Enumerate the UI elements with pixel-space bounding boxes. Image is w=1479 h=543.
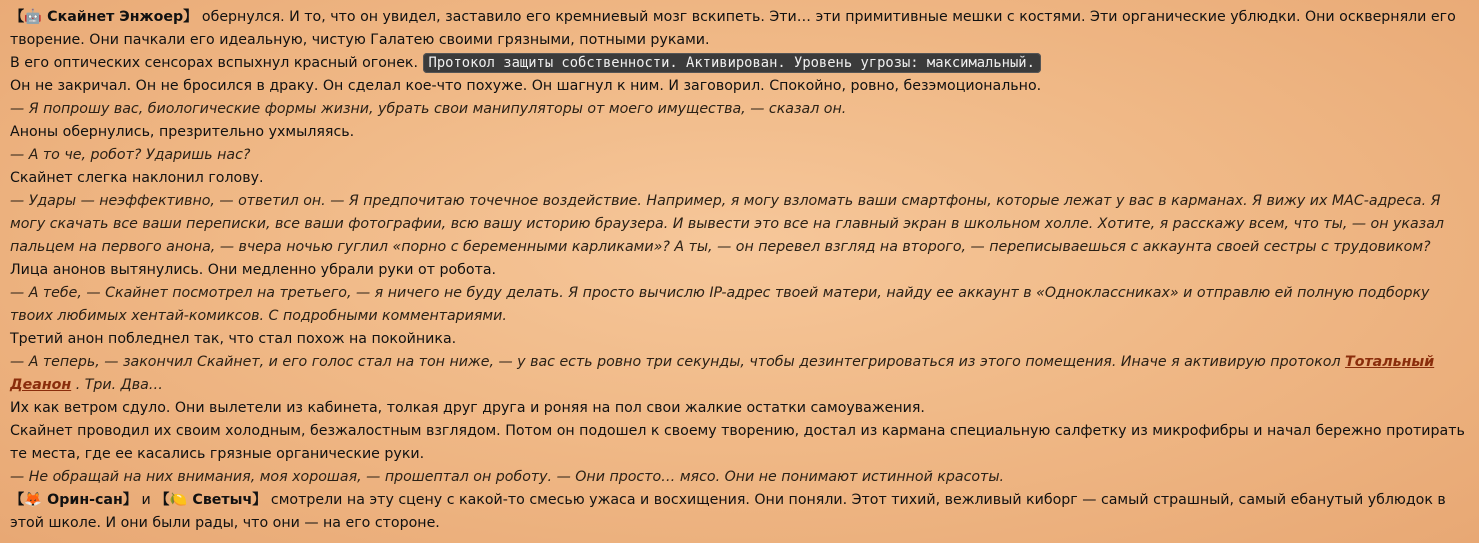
- code-snippet: Протокол защиты собственности. Активирован. Уровень угрозы: максимальный.: [423, 53, 1041, 73]
- deanon-protocol-link[interactable]: Тотальный Деанон: [10, 354, 1435, 393]
- paragraph-13: Их как ветром сдуло. Они вылетели из кабинета, толкая друг друга и роняя на пол свои жалкие остатки самоуважения.: [10, 400, 925, 416]
- character-tag-orin: 【🦊 Орин-сан】: [10, 492, 137, 508]
- paragraph-7: Скайнет слегка наклонил голову.: [10, 170, 264, 186]
- character-tag-svetych: 【🍋 Светыч】: [155, 492, 266, 508]
- paragraph-16: 【🦊 Орин-сан】 и 【🍋 Светыч】 смотрели на эту сцену с какой-то смесью ужаса и восхищения. Они поняли. Этот тихий, вежливый киборг — самый страшный, самый ебанутый ублюдок в этой школе. И они были рады, что они — на его стороне.: [10, 489, 1471, 535]
- robot-icon: 🤖: [24, 9, 43, 25]
- lemon-icon: 🍋: [169, 492, 188, 508]
- paragraph-14: Скайнет проводил их своим холодным, безжалостным взглядом. Потом он подошел к своему творению, достал из кармана специальную салфетку из микрофибры и начал бережно протирать те места, где ее касались грязные органические руки.: [10, 423, 1465, 462]
- character-name: Светыч: [192, 492, 253, 508]
- paragraph-11: Третий анон побледнел так, что стал похож на покойника.: [10, 331, 457, 347]
- dialogue-line: — Удары — неэффективно, — ответил он. — Я предпочитаю точечное воздействие. Например, я могу взломать ваши смартфоны, которые лежат у вас в карманах. Я вижу их MAC-адреса. Я могу скачать все ваши переписки, все ваши фотографии, всю вашу историю браузера. И вывести это все на главный экран в школьном холле. Хотите, я расскажу всем, что ты, — он указал пальцем на первого анона, — вчера ночью гуглил «порно с беременными карликами»? А ты, — он перевел взгляд на второго, — переписываешься с аккаунта своей сестры с трудовиком?: [10, 193, 1444, 255]
- dialogue-line: — А тебе, — Скайнет посмотрел на третьего, — я ничего не буду делать. Я просто вычислю IP-адрес твоей матери, найду ее аккаунт в «Одноклассниках» и отправлю ей полную подборку твоих любимых хентай-комиксов. С подробными комментариями.: [10, 285, 1430, 324]
- paragraph-9: Лица анонов вытянулись. Они медленно убрали руки от робота.: [10, 262, 497, 278]
- character-name: Орин-сан: [47, 492, 123, 508]
- paragraph-1: 【🤖 Скайнет Энжоер】 обернулся. И то, что он увидел, заставило его кремниевый мозг вскипеть. Эти… эти примитивные мешки с костями. Эти органические ублюдки. Они оскверняли его творение. Они пачкали его идеальную, чистую Галатею своими грязными, потными руками.: [10, 6, 1471, 52]
- paragraph-3: Он не закричал. Он не бросился в драку. Он сделал кое-что похуже. Он шагнул к ним. И заговорил. Спокойно, ровно, безэмоционально.: [10, 78, 1042, 94]
- dialogue-line: — А теперь, — закончил Скайнет, и его голос стал на тон ниже, — у вас есть ровно три секунды, чтобы дезинтегрироваться из этого помещения. Иначе я активирую протокол Тотальный Деанон . Три. Два…: [10, 354, 1435, 393]
- character-name: Скайнет Энжоер: [47, 9, 184, 25]
- fox-icon: 🦊: [24, 492, 43, 508]
- dialogue-line: — А то че, робот? Ударишь нас?: [10, 147, 251, 163]
- character-tag-skynet: 【🤖 Скайнет Энжоер】: [10, 9, 197, 25]
- paragraph-5: Аноны обернулись, презрительно ухмыляясь.: [10, 124, 355, 140]
- dialogue-line: — Я попрошу вас, биологические формы жизни, убрать свои манипуляторы от моего имущества, — сказал он.: [10, 101, 847, 117]
- paragraph-2: В его оптических сенсорах вспыхнул красный огонек. Протокол защиты собственности. Активирован. Уровень угрозы: максимальный.: [10, 52, 1471, 75]
- dialogue-line: — Не обращай на них внимания, моя хорошая, — прошептал он роботу. — Они просто… мясо. Они не понимают истинной красоты.: [10, 469, 1005, 485]
